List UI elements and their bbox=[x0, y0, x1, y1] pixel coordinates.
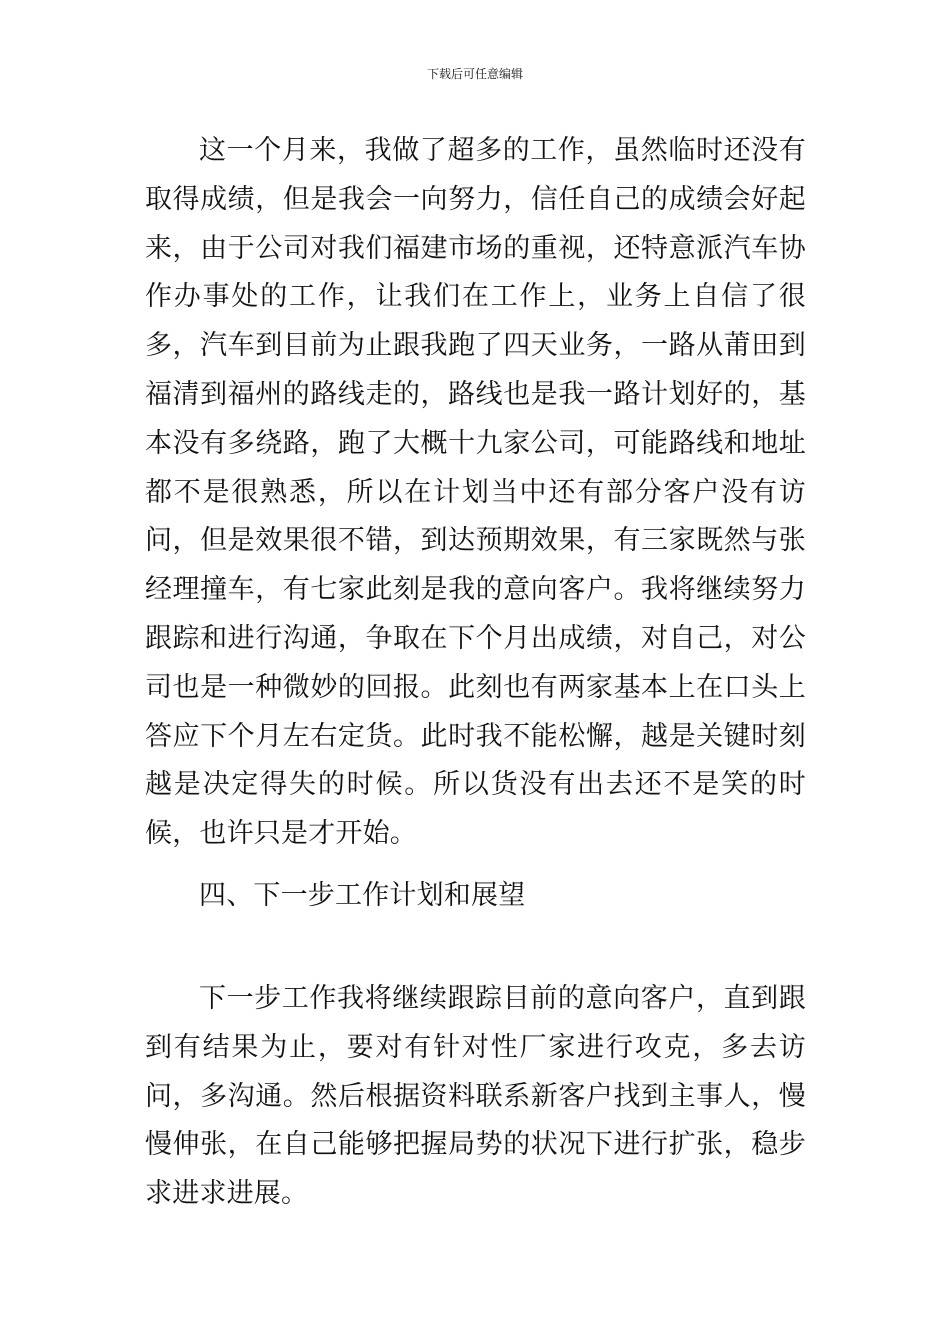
paragraph-work-summary: 这一个月来，我做了超多的工作，虽然临时还没有取得成绩，但是我会一向努力，信任自己的成绩会好起来，由于公司对我们福建市场的重视，还特意派汽车协作办事处的工作，让我们在工作上，业务上自信了很多，汽车到目前为止跟我跑了四天业务，一路从莆田到福清到福州的路线走的，路线也是我一路计划好的，基本没有多绕路，跑了大概十九家公司，可能路线和地址都不是很熟悉，所以在计划当中还有部分客户没有访问，但是效果很不错，到达预期效果，有三家既然与张经理撞车，有七家此刻是我的意向客户。我将继续努力跟踪和进行沟通，争取在下个月出成绩，对自己，对公司也是一种微妙的回报。此刻也有两家基本上在口头上答应下个月左右定货。此时我不能松懈，越是关键时刻越是决定得失的时候。所以货没有出去还不是笑的时候，也许只是才开始。 bbox=[145, 135, 806, 850]
header-note: 下载后可任意编辑 bbox=[426, 67, 523, 81]
paragraph-next-plan: 下一步工作我将继续跟踪目前的意向客户，直到跟到有结果为止，要对有针对性厂家进行攻克，多去访问，多沟通。然后根据资料联系新客户找到主事人，慢慢伸张，在自己能够把握局势的状况下进行扩张，稳步求进求进展。 bbox=[145, 983, 806, 1210]
section-heading-next-plan: 四、下一步工作计划和展望 bbox=[199, 880, 526, 911]
